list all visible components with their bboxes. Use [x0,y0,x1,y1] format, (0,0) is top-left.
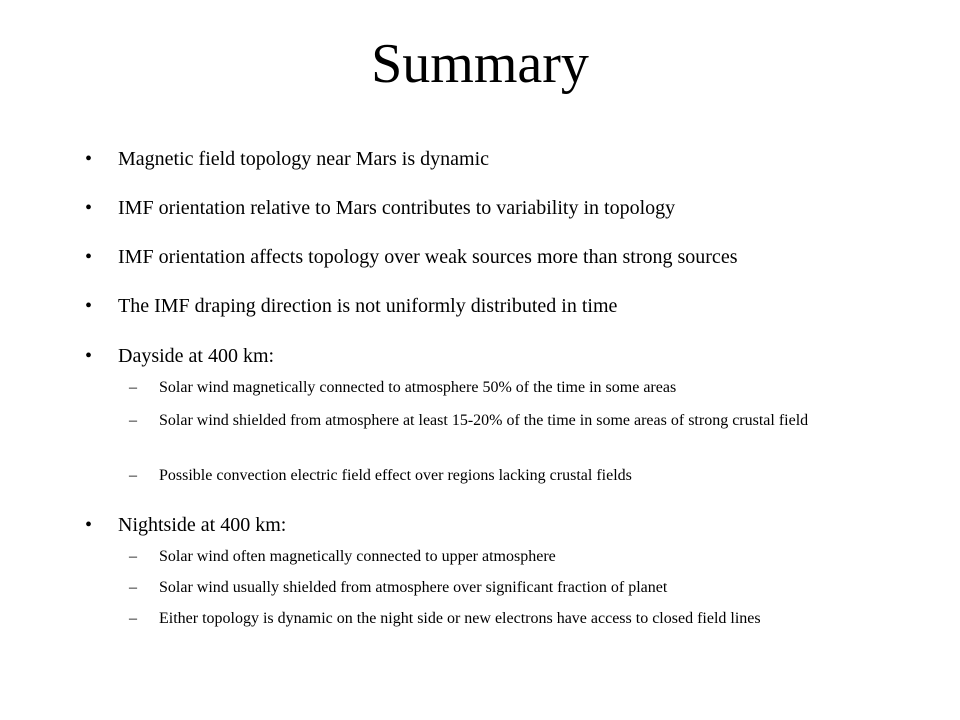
bullet-marker: • [85,246,93,268]
slide-title: Summary [371,33,589,95]
sub-bullet-marker: – [129,379,137,396]
bullet-text: Nightside at 400 km: [118,514,287,536]
sub-bullet-item [129,465,879,487]
sub-bullet-text: Solar wind magnetically connected to atmosphere 50% of the time in some areas [159,379,677,396]
bullet-item [85,146,898,172]
bullet-item [85,293,898,319]
bullet-text: The IMF draping direction is not uniformly distributed in time [118,295,618,317]
bullet-marker: • [85,514,93,536]
sub-bullet-text: Solar wind shielded from atmosphere at least 15-20% of the time in some areas of strong crustal field [159,412,809,429]
bullet-text: IMF orientation affects topology over weak sources more than strong sources [118,246,738,268]
sub-bullet-text: Either topology is dynamic on the night side or new electrons have access to closed field lines [159,610,761,627]
sub-bullet-marker: – [129,548,137,565]
bullet-marker: • [85,148,93,170]
bullet-text: IMF orientation relative to Mars contributes to variability in topology [118,197,676,219]
sub-bullet-item [129,577,879,599]
bullet-text: Dayside at 400 km: [118,345,275,367]
sub-bullet-item [129,410,879,432]
sub-bullet-text: Solar wind usually shielded from atmosphere over significant fraction of planet [159,579,668,596]
sub-bullet-item [129,546,879,568]
bullet-text: Magnetic field topology near Mars is dynamic [118,148,490,170]
sub-bullet-marker: – [129,610,137,627]
bullet-item [85,244,898,270]
sub-bullet-text: Solar wind often magnetically connected to upper atmosphere [159,548,556,565]
sub-bullet-item [129,608,879,630]
bullet-item [85,195,898,221]
bullet-item [85,512,898,538]
sub-bullet-marker: – [129,579,137,596]
bullet-item [85,343,898,369]
sub-bullet-item [129,377,879,399]
bullet-marker: • [85,295,93,317]
bullet-marker: • [85,197,93,219]
bullet-marker: • [85,345,93,367]
sub-bullet-text: Possible convection electric field effect over regions lacking crustal fields [159,467,632,484]
sub-bullet-marker: – [129,467,137,484]
sub-bullet-marker: – [129,412,137,429]
